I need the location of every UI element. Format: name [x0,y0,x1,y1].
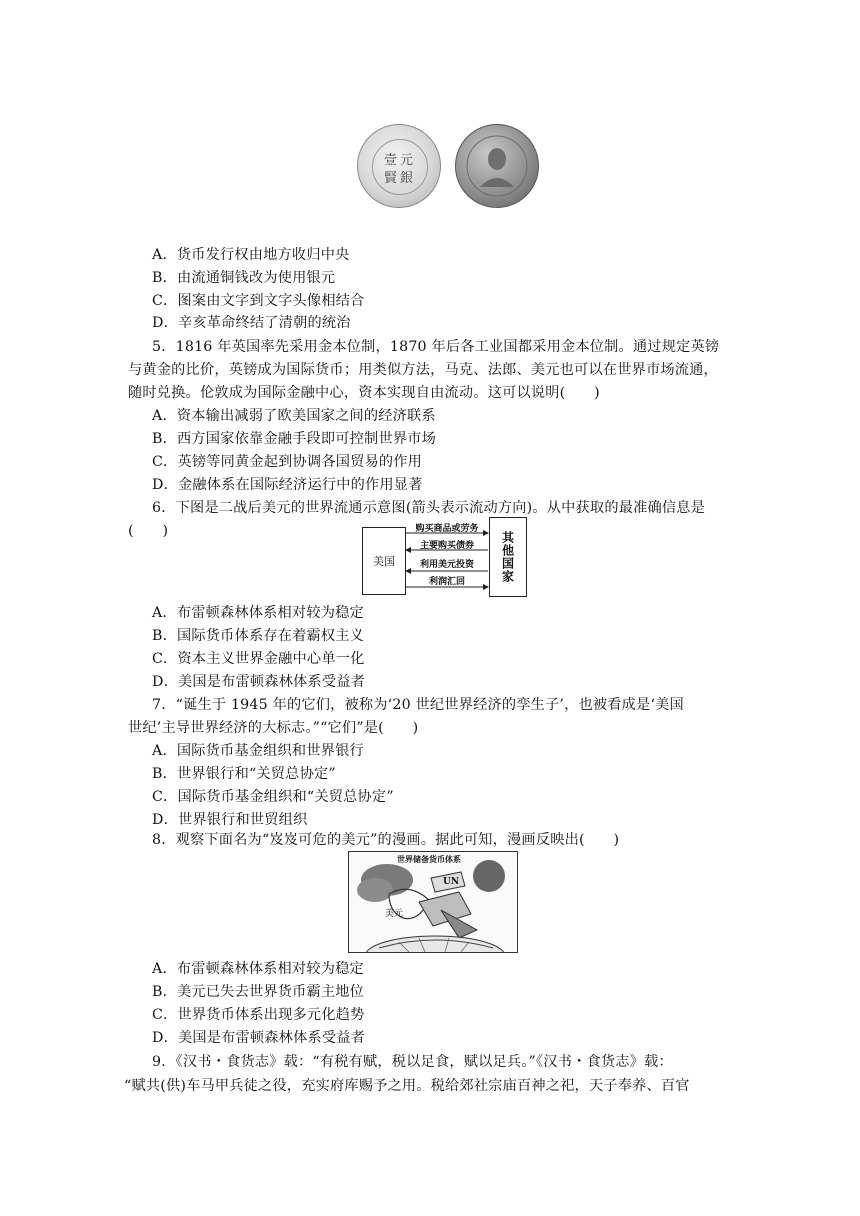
cartoon-caption: 世界储备货币体系 [397,854,461,864]
q4-option-c: C．图案由文字到文字头像相结合 [152,293,365,309]
arrow-label-1: 购买商品或劳务 [415,524,479,534]
q7-stem-line-1: 7．“诞生于 1945 年的它们，被称为‘20 世纪世界经济的孪生子’，也被看成是‘美国 [152,697,684,713]
q6-option-b: B．国际货币体系存在着霸权主义 [152,628,365,644]
q6-option-d: D．美国是布雷顿森林体系受益者 [152,674,366,690]
portrait-icon [456,125,538,207]
q4-option-b: B．由流通铜钱改为使用银元 [152,270,336,286]
q7-option-b: B．世界银行和“关贸总协定” [152,766,336,782]
q9-stem-line-1: 9．《汉书・食货志》载：“有税有赋，税以足食，赋以足兵。”《汉书・食货志》载： [152,1054,673,1070]
q6-stem-line-1: 6．下图是二战后美元的世界流通示意图(箭头表示流动方向)。从中获取的最准确信息是 [152,500,706,516]
silver-coin-portrait-side [455,124,539,208]
q5-stem-line-1: 5．1816 年英国率先采用金本位制，1870 年后各工业国都采用金本位制。通过规定英镑 [152,339,720,355]
q8-option-d: D．美国是布雷顿森林体系受益者 [152,1030,366,1046]
q7-option-c: C．国际货币基金组织和“关贸总协定” [152,789,394,805]
q8-option-b: B．美元已失去世界货币霸主地位 [152,984,365,1000]
q7-stem-line-2: 世纪’主导世界经济的大标志。”“它们”是( ) [128,720,419,736]
q8-stem-line-1: 8．观察下面名为“岌岌可危的美元”的漫画。据此可知，漫画反映出( ) [152,832,620,848]
q8-option-a: A．布雷顿森林体系相对较为稳定 [152,961,364,977]
un-label: UN [443,877,460,887]
dollar-label: 美元 [385,909,404,919]
silver-coin-text-side: 壹 元 賢 銀 [357,124,441,208]
q5-option-d: D．金融体系在国际经济运行中的作用显著 [152,477,423,493]
coins-image [357,124,537,208]
q6-option-a: A．布雷顿森林体系相对较为稳定 [152,605,364,621]
usa-box: 美国 [362,527,406,595]
dollar-flow-diagram [362,517,526,597]
q5-option-b: B．西方国家依靠金融手段即可控制世界市场 [152,431,436,447]
q8-option-c: C．世界货币体系出现多元化趋势 [152,1007,365,1023]
other-countries-box: 其他国家 [489,517,527,597]
q4-option-a: A．货币发行权由地方收归中央 [152,247,350,263]
q5-stem-line-2: 与黄金的比价，英镑成为国际货币；用类似方法，马克、法郎、美元也可以在世界市场流通， [128,362,718,378]
q6-option-c: C．资本主义世界金融中心单一化 [152,651,365,667]
q5-option-a: A．资本输出减弱了欧美国家之间的经济联系 [152,408,436,424]
q7-option-a: A．国际货币基金组织和世界银行 [152,743,364,759]
q4-option-d: D．辛亥革命终结了清朝的统治 [152,315,351,331]
q5-option-c: C．英镑等同黄金起到协调各国贸易的作用 [152,454,423,470]
arrow-label-2: 主要购买债券 [419,541,474,551]
q6-stem-line-2: ( ) [128,523,169,539]
q5-stem-line-3: 随时兑换。伦敦成为国际金融中心，资本实现自由流动。这可以说明( ) [128,385,600,401]
dollar-cartoon [348,851,518,953]
q9-stem-line-2: “赋共(供)车马甲兵徒之役，充实府库赐予之用。税给郊社宗庙百神之祀，天子奉养、百官 [124,1078,690,1094]
arrow-label-4: 利润汇回 [428,577,465,587]
cartoon-drawing [349,852,517,952]
arrow-label-3: 利用美元投资 [419,560,474,570]
q7-option-d: D．世界银行和世贸组织 [152,812,308,828]
